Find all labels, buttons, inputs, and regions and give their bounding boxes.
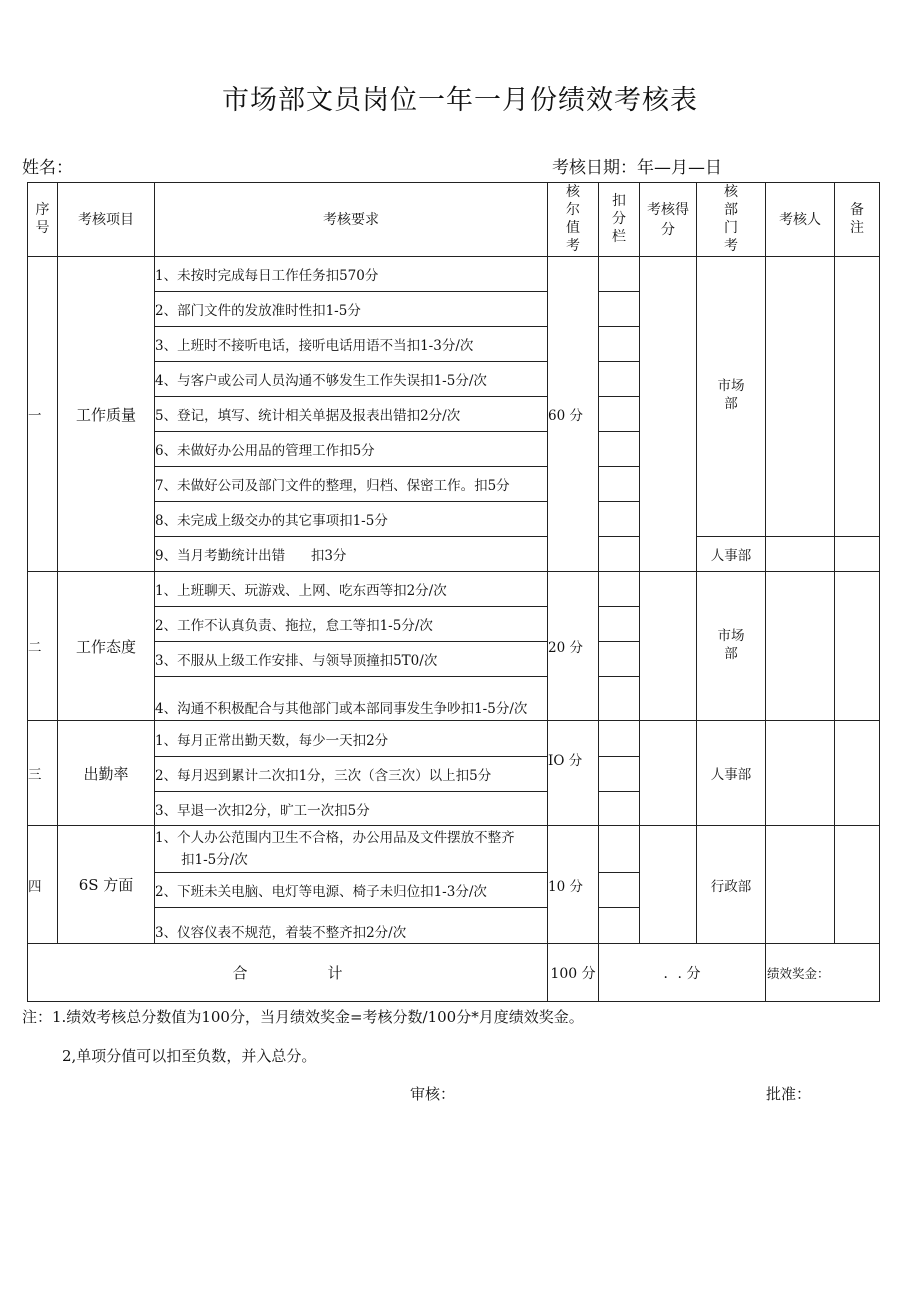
header-reviewer: 考核人	[766, 183, 835, 257]
section-4-obtained[interactable]	[640, 826, 697, 944]
deduct-cell[interactable]	[599, 642, 640, 677]
table-header-row	[28, 183, 880, 257]
section-1-remark[interactable]	[835, 257, 880, 537]
requirement-1-7: 7、未做好公司及部门文件的整理，归档、保密工作。扣5分	[155, 467, 548, 502]
deduct-cell[interactable]	[599, 397, 640, 432]
section-2-item: 工作态度	[58, 572, 155, 721]
deduct-cell[interactable]	[599, 537, 640, 572]
requirement-4-1: 1、个人办公范围内卫生不合格，办公用品及文件摆放不整齐 扣1-5分/次	[155, 826, 548, 873]
section-1-reviewer[interactable]	[766, 257, 835, 537]
deduct-cell[interactable]	[599, 467, 640, 502]
section-2-reviewer[interactable]	[766, 572, 835, 721]
section-3-remark[interactable]	[835, 721, 880, 826]
total-row	[28, 944, 880, 1002]
appraisal-table	[27, 182, 880, 1002]
section-3-reviewer[interactable]	[766, 721, 835, 826]
requirement-1-5: 5、登记，填写、统计相关单据及报表出错扣2分/次	[155, 397, 548, 432]
section-1-num: 一	[28, 257, 58, 572]
requirement-3-1: 1、每月正常出勤天数，每少一天扣2分	[155, 721, 548, 757]
page-title: 市场部文员岗位一年一月份绩效考核表	[222, 85, 698, 116]
total-label: 合 计	[28, 944, 548, 1002]
section-1-obtained[interactable]	[640, 257, 697, 572]
section-2-score: 20 分	[548, 572, 599, 721]
section-3-score: IO 分	[548, 721, 599, 826]
header-score: 考核得分	[640, 183, 697, 257]
section-4-reviewer[interactable]	[766, 826, 835, 944]
deduct-cell[interactable]	[599, 292, 640, 327]
requirement-3-3: 3、早退一次扣2分，旷工一次扣5分	[155, 792, 548, 826]
requirement-1-8: 8、未完成上级交办的其它事项扣1-5分	[155, 502, 548, 537]
table-row	[28, 257, 880, 292]
requirement-1-1: 1、未按时完成每日工作任务扣570分	[155, 257, 548, 292]
section-4-dept: 行政部	[697, 826, 766, 944]
deduct-cell[interactable]	[599, 721, 640, 757]
table-row	[28, 721, 880, 757]
section-3-dept: 人事部	[697, 721, 766, 826]
section-2-remark[interactable]	[835, 572, 880, 721]
section-1-dept2: 人事部	[697, 537, 766, 572]
requirement-1-4: 4、与客户或公司人员沟通不够发生工作失误扣1-5分/次	[155, 362, 548, 397]
requirement-2-4: 4、沟通不积极配合与其他部门或本部同事发生争吵扣1-5分/次	[155, 677, 548, 721]
name-label: 姓名：	[22, 158, 73, 178]
section-1-item: 工作质量	[58, 257, 155, 572]
deduct-cell[interactable]	[599, 873, 640, 908]
approve-label: 批准：	[766, 1085, 812, 1103]
note-1: 注：1.绩效考核总分数值为100分，当月绩效奖金=考核分数/100分*月度绩效奖金。	[22, 1008, 584, 1026]
deduct-cell[interactable]	[599, 607, 640, 642]
section-1-score: 60 分	[548, 257, 599, 572]
deduct-cell[interactable]	[599, 362, 640, 397]
deduct-cell[interactable]	[599, 257, 640, 292]
section-4-remark[interactable]	[835, 826, 880, 944]
section-1-dept: 市场部	[697, 257, 766, 537]
header-dept: 核部门考	[697, 183, 766, 257]
header-deduct: 扣分栏	[599, 183, 640, 257]
section-2-num: 二	[28, 572, 58, 721]
section-4-item: 6S 方面	[58, 826, 155, 944]
deduct-cell[interactable]	[599, 757, 640, 792]
table-row	[28, 826, 880, 873]
deduct-cell[interactable]	[599, 432, 640, 467]
requirement-2-1: 1、上班聊天、玩游戏、上网、吃东西等扣2分/次	[155, 572, 548, 607]
section-2-dept: 市场部	[697, 572, 766, 721]
requirement-4-2: 2、下班未关电脑、电灯等电源、椅子未归位扣1-3分/次	[155, 873, 548, 908]
deduct-cell[interactable]	[599, 677, 640, 721]
note-2: 2,单项分值可以扣至负数，并入总分。	[62, 1047, 317, 1065]
deduct-cell[interactable]	[599, 792, 640, 826]
deduct-cell[interactable]	[599, 826, 640, 873]
deduct-cell[interactable]	[599, 572, 640, 607]
reviewer-cell[interactable]	[766, 537, 835, 572]
header-remark: 备注	[835, 183, 880, 257]
audit-label: 审核：	[410, 1085, 456, 1103]
header-seq: 序号	[28, 183, 58, 257]
requirement-1-6: 6、未做好办公用品的管理工作扣5分	[155, 432, 548, 467]
total-score: 100 分	[548, 944, 599, 1002]
requirement-1-2: 2、部门文件的发放准时性扣1-5分	[155, 292, 548, 327]
section-2-obtained[interactable]	[640, 572, 697, 721]
table-row	[28, 572, 880, 607]
section-4-score: 10 分	[548, 826, 599, 944]
table-row	[28, 537, 880, 572]
header-requirement: 考核要求	[155, 183, 548, 257]
remark-cell[interactable]	[835, 537, 880, 572]
section-3-item: 出勤率	[58, 721, 155, 826]
section-3-num: 三	[28, 721, 58, 826]
bonus-label: 绩效奖金：	[766, 944, 880, 1002]
total-obtained[interactable]: ．. 分	[599, 944, 766, 1002]
section-4-num: 四	[28, 826, 58, 944]
requirement-3-2: 2、每月迟到累计二次扣1分，三次（含三次）以上扣5分	[155, 757, 548, 792]
deduct-cell[interactable]	[599, 908, 640, 944]
requirement-4-3: 3、仪容仪表不规范，着装不整齐扣2分/次	[155, 908, 548, 944]
requirement-1-3: 3、上班时不接听电话，接听电话用语不当扣1-3分/次	[155, 327, 548, 362]
deduct-cell[interactable]	[599, 502, 640, 537]
header-standard: 核尔值考	[548, 183, 599, 257]
date-label: 考核日期：年—月—日	[552, 158, 722, 178]
header-item: 考核项目	[58, 183, 155, 257]
deduct-cell[interactable]	[599, 327, 640, 362]
requirement-2-2: 2、工作不认真负责、拖拉，怠工等扣1-5分/次	[155, 607, 548, 642]
section-3-obtained[interactable]	[640, 721, 697, 826]
requirement-2-3: 3、不服从上级工作安排、与领导顶撞扣5T0/次	[155, 642, 548, 677]
requirement-1-9: 9、当月考勤统计出错 扣3分	[155, 537, 548, 572]
